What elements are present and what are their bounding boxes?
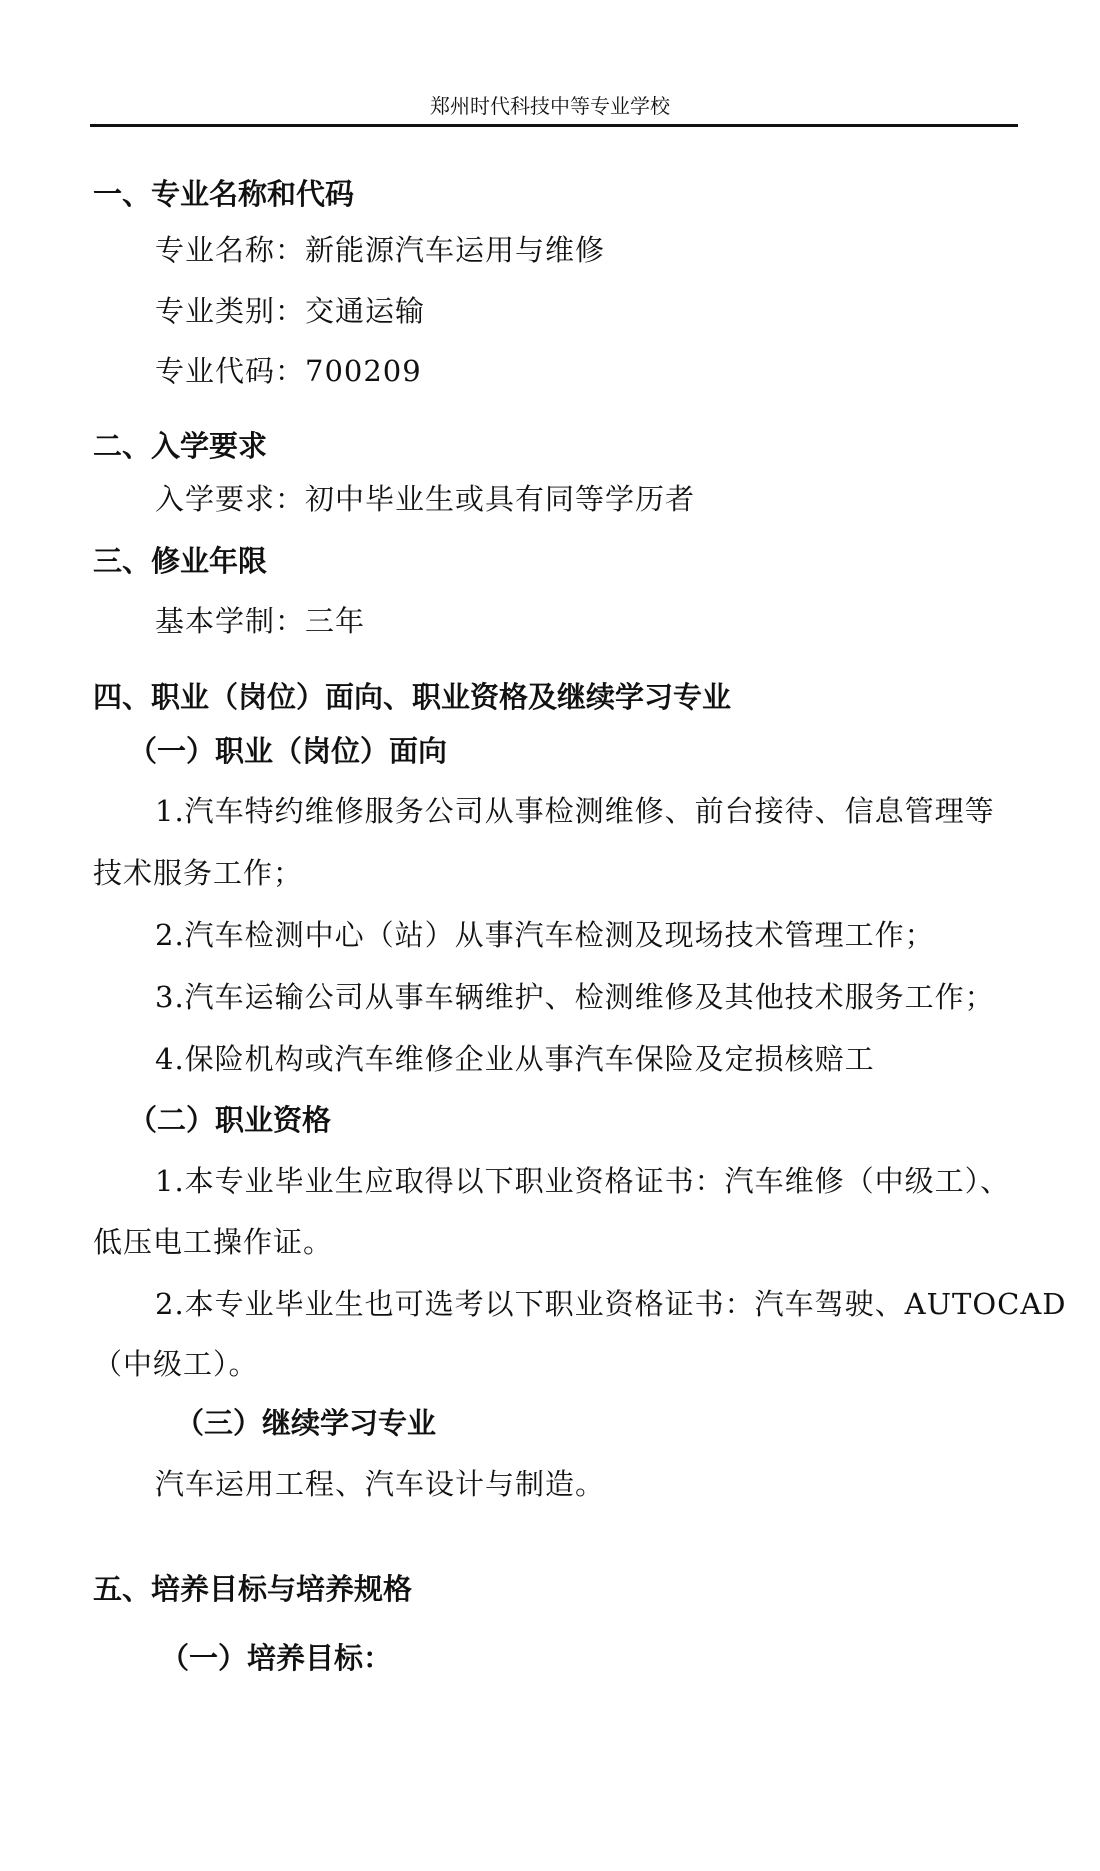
study-duration-line: 基本学制：三年 <box>155 604 366 638</box>
qualification-item1-line2: 低压电工操作证。 <box>93 1225 334 1259</box>
section5-sub1-heading: （一）培养目标： <box>160 1641 393 1675</box>
section1-heading: 一、专业名称和代码 <box>93 177 355 211</box>
qualification-item1-line1: 1.本专业毕业生应取得以下职业资格证书：汽车维修（中级工）、 <box>155 1164 1011 1198</box>
career-item1-line2: 技术服务工作； <box>93 856 304 890</box>
career-item4: 4.保险机构或汽车维修企业从事汽车保险及定损核赔工 <box>155 1042 875 1076</box>
major-code-line: 专业代码：700209 <box>155 354 422 388</box>
section5-heading: 五、培养目标与培养规格 <box>93 1572 413 1606</box>
qualification-item2-line2: （中级工）。 <box>93 1347 259 1381</box>
major-name-line: 专业名称：新能源汽车运用与维修 <box>155 233 606 267</box>
further-study-text: 汽车运用工程、汽车设计与制造。 <box>155 1467 606 1501</box>
career-item3: 3.汽车运输公司从事车辆维护、检测维修及其他技术服务工作； <box>155 980 995 1014</box>
career-item1-line1: 1.汽车特约维修服务公司从事检测维修、前台接待、信息管理等 <box>155 794 995 828</box>
career-item2: 2.汽车检测中心（站）从事汽车检测及现场技术管理工作； <box>155 918 935 952</box>
section3-heading: 三、修业年限 <box>93 544 268 578</box>
major-category-line: 专业类别：交通运输 <box>155 294 426 328</box>
section4-sub3-heading: （三）继续学习专业 <box>175 1406 437 1440</box>
section4-sub2-heading: （二）职业资格 <box>128 1103 332 1137</box>
header-divider <box>90 124 1018 127</box>
school-name: 郑州时代科技中等专业学校 <box>430 94 670 118</box>
section4-heading: 四、职业（岗位）面向、职业资格及继续学习专业 <box>93 680 732 714</box>
qualification-item2-line1: 2.本专业毕业生也可选考以下职业资格证书：汽车驾驶、AUTOCAD <box>155 1287 1067 1321</box>
section2-heading: 二、入学要求 <box>93 429 268 463</box>
section4-sub1-heading: （一）职业（岗位）面向 <box>128 734 448 768</box>
admission-requirement-line: 入学要求：初中毕业生或具有同等学历者 <box>155 482 696 516</box>
